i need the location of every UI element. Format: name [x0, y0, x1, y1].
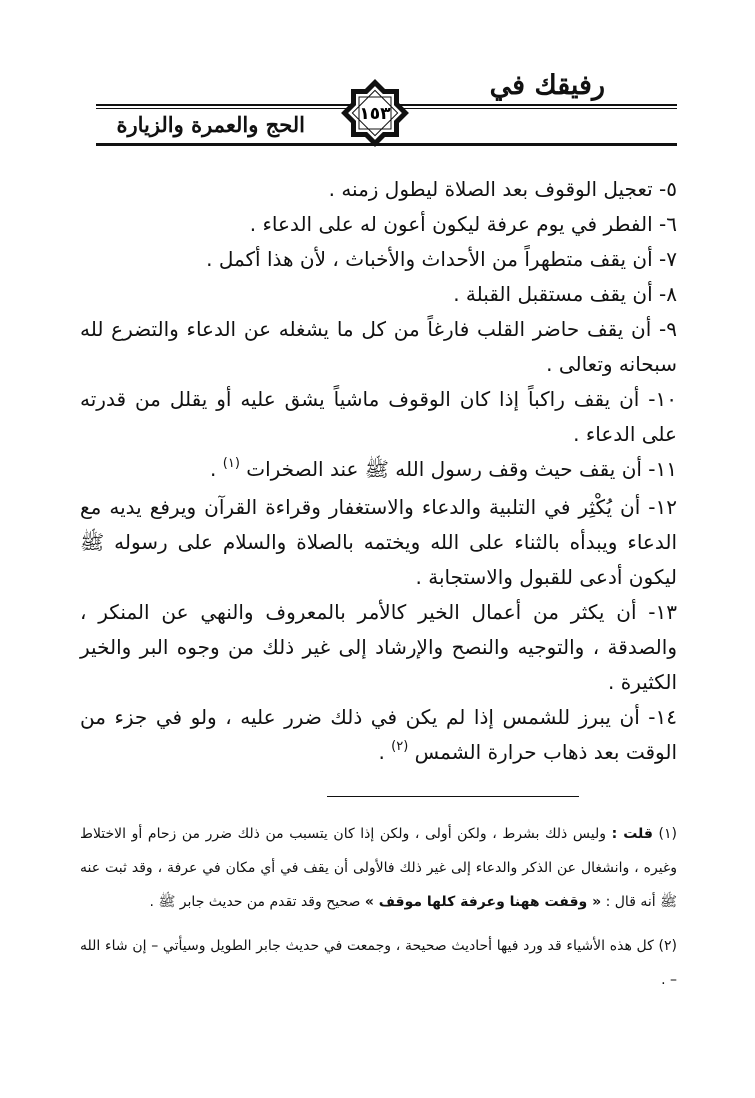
list-item: ٧- أن يقف متطهراً من الأحداث والأخباث ، لأن هذا أكمل .	[206, 247, 677, 271]
footnote-separator	[327, 796, 579, 797]
running-title-line1: رفيقك في	[489, 70, 605, 101]
list-item	[80, 700, 677, 773]
list-item: ٦- الفطر في يوم عرفة ليكون أعون له على الدعاء .	[249, 212, 677, 236]
footnote-reference[interactable]: (٢)	[391, 739, 409, 754]
list-item: ١١- أن يقف حيث وقف رسول الله ﷺ عند الصخرات $^{(١)}$ .	[210, 456, 677, 481]
list-item: ٨- أن يقف مستقبل القبلة .	[453, 282, 677, 306]
footnote-reference[interactable]: (١)	[222, 456, 240, 471]
list-item: ١٢- أن يُكْثِر في التلبية والدعاء والاستغفار وقراءة القرآن ويرفع يديه مع الدعاء ويبدأه بالثناء على الله ويختمه بالصلاة والسلام على رسوله ﷺ ليكون أدعى للقبول والاستجابة .	[80, 495, 677, 589]
list-item: ١٣- أن يكثر من أعمال الخير كالأمر بالمعروف والنهي عن المنكر ، والصدقة ، والتوجيه والنصح والإرشاد إلى غير ذلك من وجوه البر والخير الكثيرة .	[80, 600, 677, 694]
footnote-lead: قلت :	[611, 826, 653, 842]
hadith-quote: « وقفت ههنا وعرفة كلها موقف »	[364, 894, 602, 910]
running-title-line2: الحج والعمرة والزيارة	[116, 112, 305, 137]
footnote-marker: (٢)	[658, 938, 678, 954]
footnotes	[80, 817, 677, 997]
list-item: ١٠- أن يقف راكباً إذا كان الوقوف ماشياً يشق عليه أو يقلل من قدرته على الدعاء .	[80, 387, 677, 446]
list-item-end: .	[378, 740, 385, 764]
footnote-1	[80, 817, 677, 919]
footnote-text: صحيح وقد تقدم من حديث جابر ﷺ .	[149, 894, 361, 910]
list-item: ٩- أن يقف حاضر القلب فارغاً من كل ما يشغله عن الدعاء والتضرع لله سبحانه وتعالى .	[80, 317, 677, 376]
footnote-text: كل هذه الأشياء قد ورد فيها أحاديث صحيحة ، وجمعت في حديث جابر الطويل وسيأتي – إن شاء الله – .	[80, 938, 677, 988]
footnote-2	[80, 929, 677, 997]
list-item: ٥- تعجيل الوقوف بعد الصلاة ليطول زمنه .	[328, 177, 677, 201]
list-item-text: ١٤- أن يبرز للشمس إذا لم يكن في ذلك ضرر عليه ، ولو في جزء من الوقت بعد ذهاب حرارة الشمس	[80, 705, 677, 764]
main-text	[80, 172, 677, 773]
page-number: ١٥٣	[359, 104, 391, 124]
page-number-badge	[338, 76, 412, 150]
footnote-marker: (١)	[658, 826, 677, 842]
footnote-text: وليس ذلك بشرط ، ولكن أولى ، ولكن إذا كان يتسبب من ذلك ضرر من زحام أو الاختلاط وغيره ، وانشغال عن الذكر والدعاء إلى غير ذلك فالأولى أن يقف في أي مكان في عرفة ، وقد ثبت عنه ﷺ أنه قال :	[80, 826, 677, 910]
list-item-text: ١١- أن يقف حيث وقف رسول الله ﷺ عند الصخرات	[246, 457, 677, 481]
